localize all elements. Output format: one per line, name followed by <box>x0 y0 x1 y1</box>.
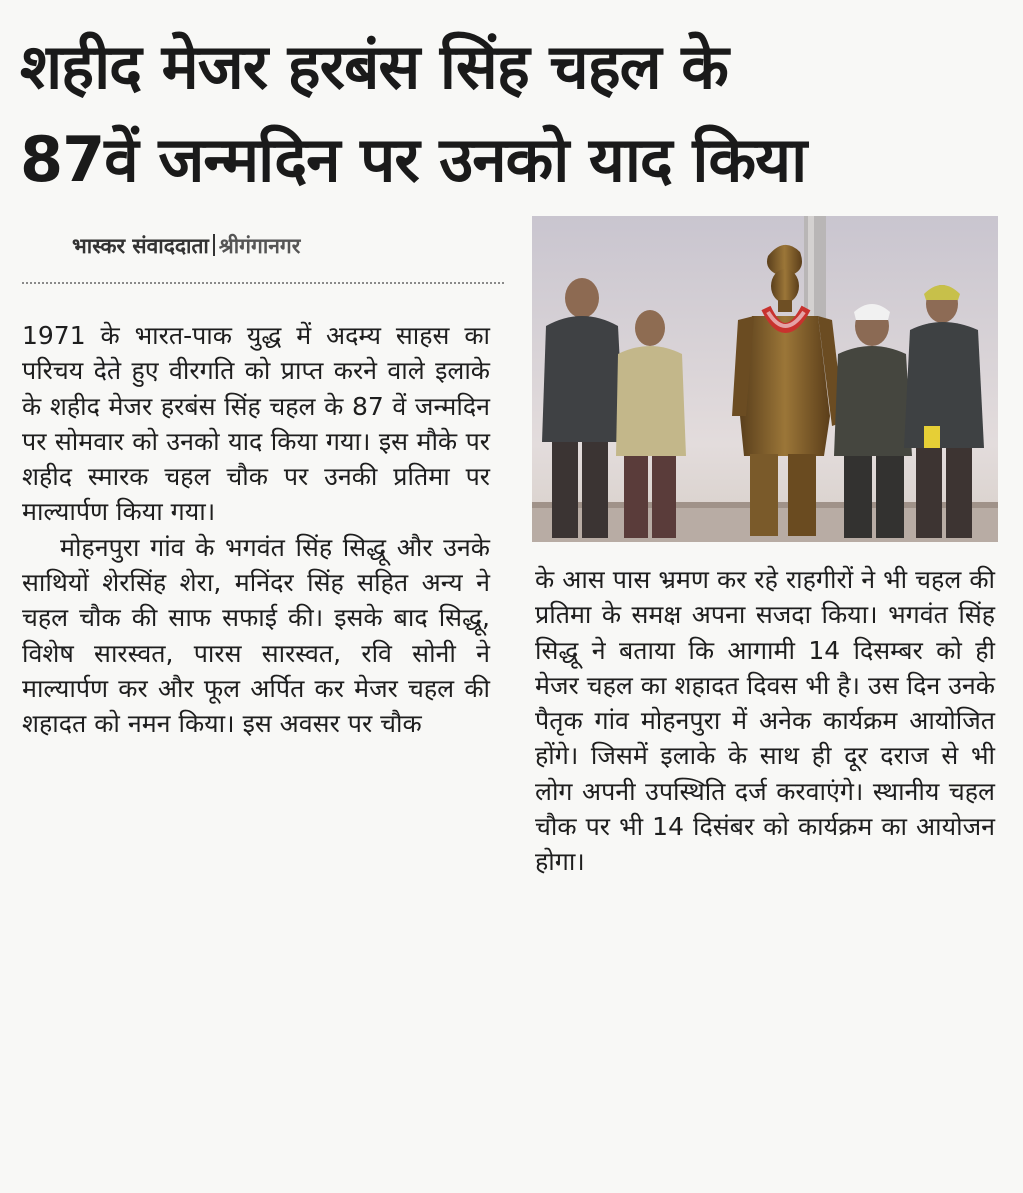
article-column-right <box>535 562 995 880</box>
headline-line-1: शहीद मेजर हरबंस सिंह चहल के <box>20 30 728 103</box>
headline-line-2: 87वें जन्मदिन पर उनको याद किया <box>20 123 807 196</box>
byline-place: श्रीगंगानगर <box>218 234 301 258</box>
headline <box>20 20 1005 206</box>
byline-separator <box>213 234 215 256</box>
statue-photo-illustration <box>532 216 998 542</box>
article-paragraph-3: के आस पास भ्रमण कर रहे राहगीरों ने भी चहल की प्रतिमा के समक्ष अपना सजदा किया। भगवंत सिंह सिद्धू ने बताया कि आगामी 14 दिसम्बर को ही मेजर चहल का शहादत दिवस भी है। उस दिन उनके पैतृक गांव मोहनपुरा में अनेक कार्यक्रम आयोजित होंगे। जिसमें इलाके के साथ ही दूर दराज से भी लोग अपनी उपस्थिति दर्ज करवाएंगे। स्थानीय चहल चौक पर भी 14 दिसंबर को कार्यक्रम का आयोजन होगा। <box>535 565 995 877</box>
article-paragraph-2: मोहनपुरा गांव के भगवंत सिंह सिद्धू और उनके साथियों शेरसिंह शेरा, मनिंदर सिंह सहित अन्य ने चहल चौक की साफ सफाई की। इसके बाद सिद्धू, विशेष सारस्वत, पारस सारस्वत, रवि सोनी ने माल्यार्पण कर और फूल अर्पित कर मेजर चहल की शहादत को नमन किया। इस अवसर पर चौक <box>22 532 490 739</box>
news-photo <box>532 216 998 542</box>
byline <box>72 232 300 260</box>
article-paragraph-1: 1971 के भारत-पाक युद्ध में अदम्य साहस का परिचय देते हुए वीरगति को प्राप्त करने वाले इलाके के शहीद मेजर हरबंस सिंह चहल के 87 वें जन्मदिन पर सोमवार को उनको याद किया गया। इस मौके पर शहीद स्मारक चहल चौक पर उनकी प्रतिमा पर माल्यार्पण किया गया। <box>22 321 490 527</box>
byline-reporter: भास्कर संवाददाता <box>72 234 209 258</box>
article-column-left <box>22 318 490 742</box>
dotted-divider <box>22 282 504 284</box>
